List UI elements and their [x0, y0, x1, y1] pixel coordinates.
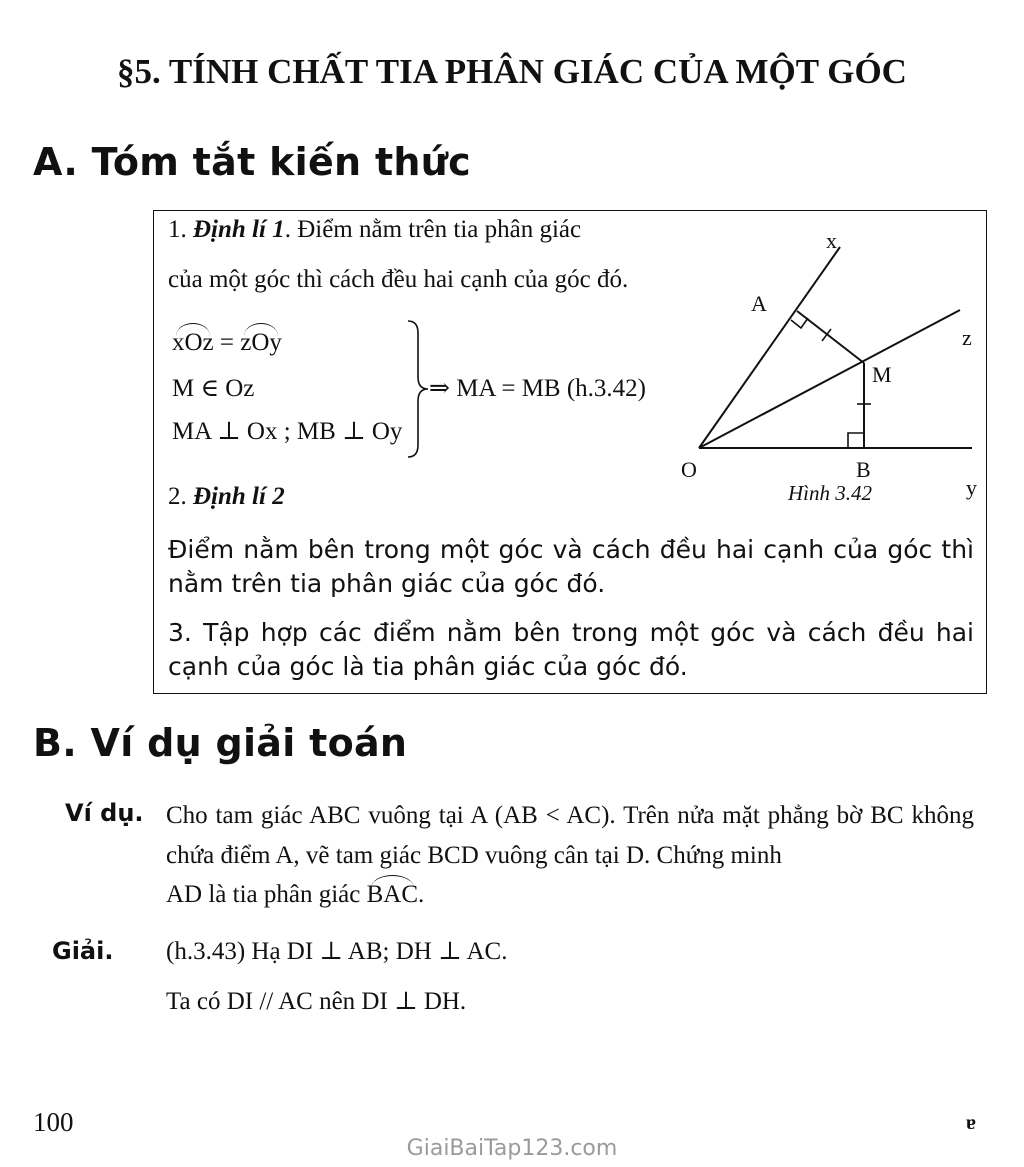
label-x: x: [826, 228, 837, 253]
theorem-1-label: Định lí 1: [193, 216, 285, 243]
page-title: §5. TÍNH CHẤT TIA PHÂN GIÁC CỦA MỘT GÓC: [117, 52, 907, 91]
summary-box: [153, 210, 987, 694]
watermark: GiaiBaiTap123.com: [406, 1136, 618, 1161]
conclusion: ⇒ MA = MB (h.3.42): [429, 375, 647, 402]
theorem-2-label: Định lí 2: [193, 483, 285, 510]
theorem-2-text: Điểm nằm bên trong một góc và cách đều hai cạnh của góc thì nằm trên tia phân giác của góc đó.: [168, 535, 974, 598]
theorem-1-line-2: của một góc thì cách đều hai cạnh của góc đó.: [168, 266, 629, 293]
theorem-3-text: 3. Tập hợp các điểm nằm bên trong một góc và cách đều hai cạnh của góc là tia phân giác của góc đó.: [168, 618, 974, 681]
section-b-heading: B. Ví dụ giải toán: [33, 721, 408, 765]
label-m: M: [872, 362, 892, 387]
solution-line-1: (h.3.43) Hạ DI ⊥ AB; DH ⊥ AC.: [166, 938, 508, 965]
angle-xoz: xOz: [172, 329, 214, 356]
page-number: 100: [33, 1107, 74, 1137]
right-angle-mark-b: [848, 433, 864, 448]
solution-line-2: Ta có DI // AC nên DI ⊥ DH.: [166, 988, 467, 1015]
label-b: B: [856, 457, 871, 482]
angle-zoy: zOy: [240, 329, 282, 356]
example-label: Ví dụ.: [65, 799, 144, 827]
condition-m-on-oz: M ∈ Oz: [172, 375, 255, 402]
ray-ox: [699, 247, 840, 448]
label-o: O: [681, 457, 697, 482]
footer-mark: ɐ: [966, 1112, 976, 1134]
figure-caption: Hình 3.42: [788, 481, 872, 505]
label-z: z: [962, 325, 972, 350]
example-text-last-line: AD là tia phân giác BAC.: [166, 881, 425, 908]
condition-angles: xOz = zOy: [172, 329, 282, 356]
condition-perpendicular: MA ⊥ Ox ; MB ⊥ Oy: [172, 418, 403, 445]
angle-bac: BAC: [366, 881, 419, 908]
right-angle-mark-a: [791, 318, 808, 328]
theorem-1-line-1: 1. Định lí 1. Điểm nằm trên tia phân giác: [168, 216, 582, 243]
theorem-2-heading: 2. Định lí 2: [168, 483, 285, 510]
label-y: y: [966, 475, 977, 500]
example-text: Cho tam giác ABC vuông tại A (AB < AC). Trên nửa mặt phẳng bờ BC không chứa điểm A, vẽ tam giác BCD vuông cân tại D. Chứng minh: [166, 802, 974, 869]
solution-label: Giải.: [52, 937, 114, 965]
section-a-heading: A. Tóm tắt kiến thức: [33, 140, 471, 184]
label-a: A: [751, 291, 767, 316]
